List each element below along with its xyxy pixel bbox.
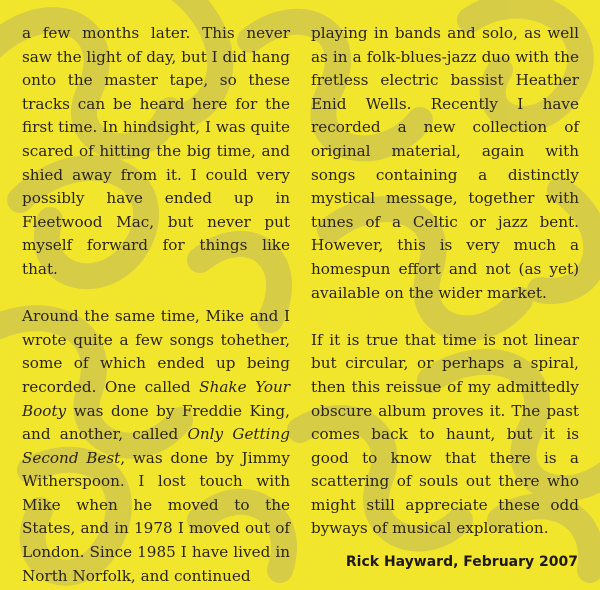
- paragraph: If it is true that time is not linear but circular, or perhaps a spiral, then this reissue of my admittedly obscure album proves it. The past comes back to haunt, but it is good to know that there is a scattering of souls out there who might still appreciate these odd byways of musical exploration.: [311, 330, 579, 538]
- paragraph: playing in bands and solo, as well as in a folk-blues-jazz duo with the fretless electric bassist Heather Enid Wells. Recently I have recorded a new collection of original material, again with songs containing a distinctly mystical message, together with tunes of a Celtic or jazz bent. However, this is very much a homespun effort and not (as yet) available on the wider market.: [311, 24, 579, 302]
- song-title: Only Getting Second Best: [22, 425, 291, 467]
- text-run: Around the same time, Mike and I wrote quite a few songs tohether, some of which ended up being recorded. One called: [22, 307, 290, 396]
- paragraph: [22, 305, 290, 588]
- author-signature: Rick Hayward, February 2007: [345, 554, 578, 570]
- left-text-column: [22, 22, 290, 588]
- text-run: was done by Freddie King, and another, called: [22, 401, 290, 444]
- song-title: Shake Your Booty: [22, 377, 291, 420]
- text-run: , was done by Jimmy Witherspoon. I lost touch with Mike when he moved to the States, and in 1978 I moved out of London. Since 1985 I have lived in North Norfolk, and continued: [22, 448, 290, 585]
- right-text-column: [311, 22, 579, 541]
- paragraph: a few months later. This never saw the light of day, but I did hang onto the master tape, so these tracks can be heard here for the first time. In hindsight, I was quite scared of hitting the big time, and shied away from it. I could very possibly have ended up in Fleetwood Mac, but never put myself forward for things like that.: [22, 24, 290, 278]
